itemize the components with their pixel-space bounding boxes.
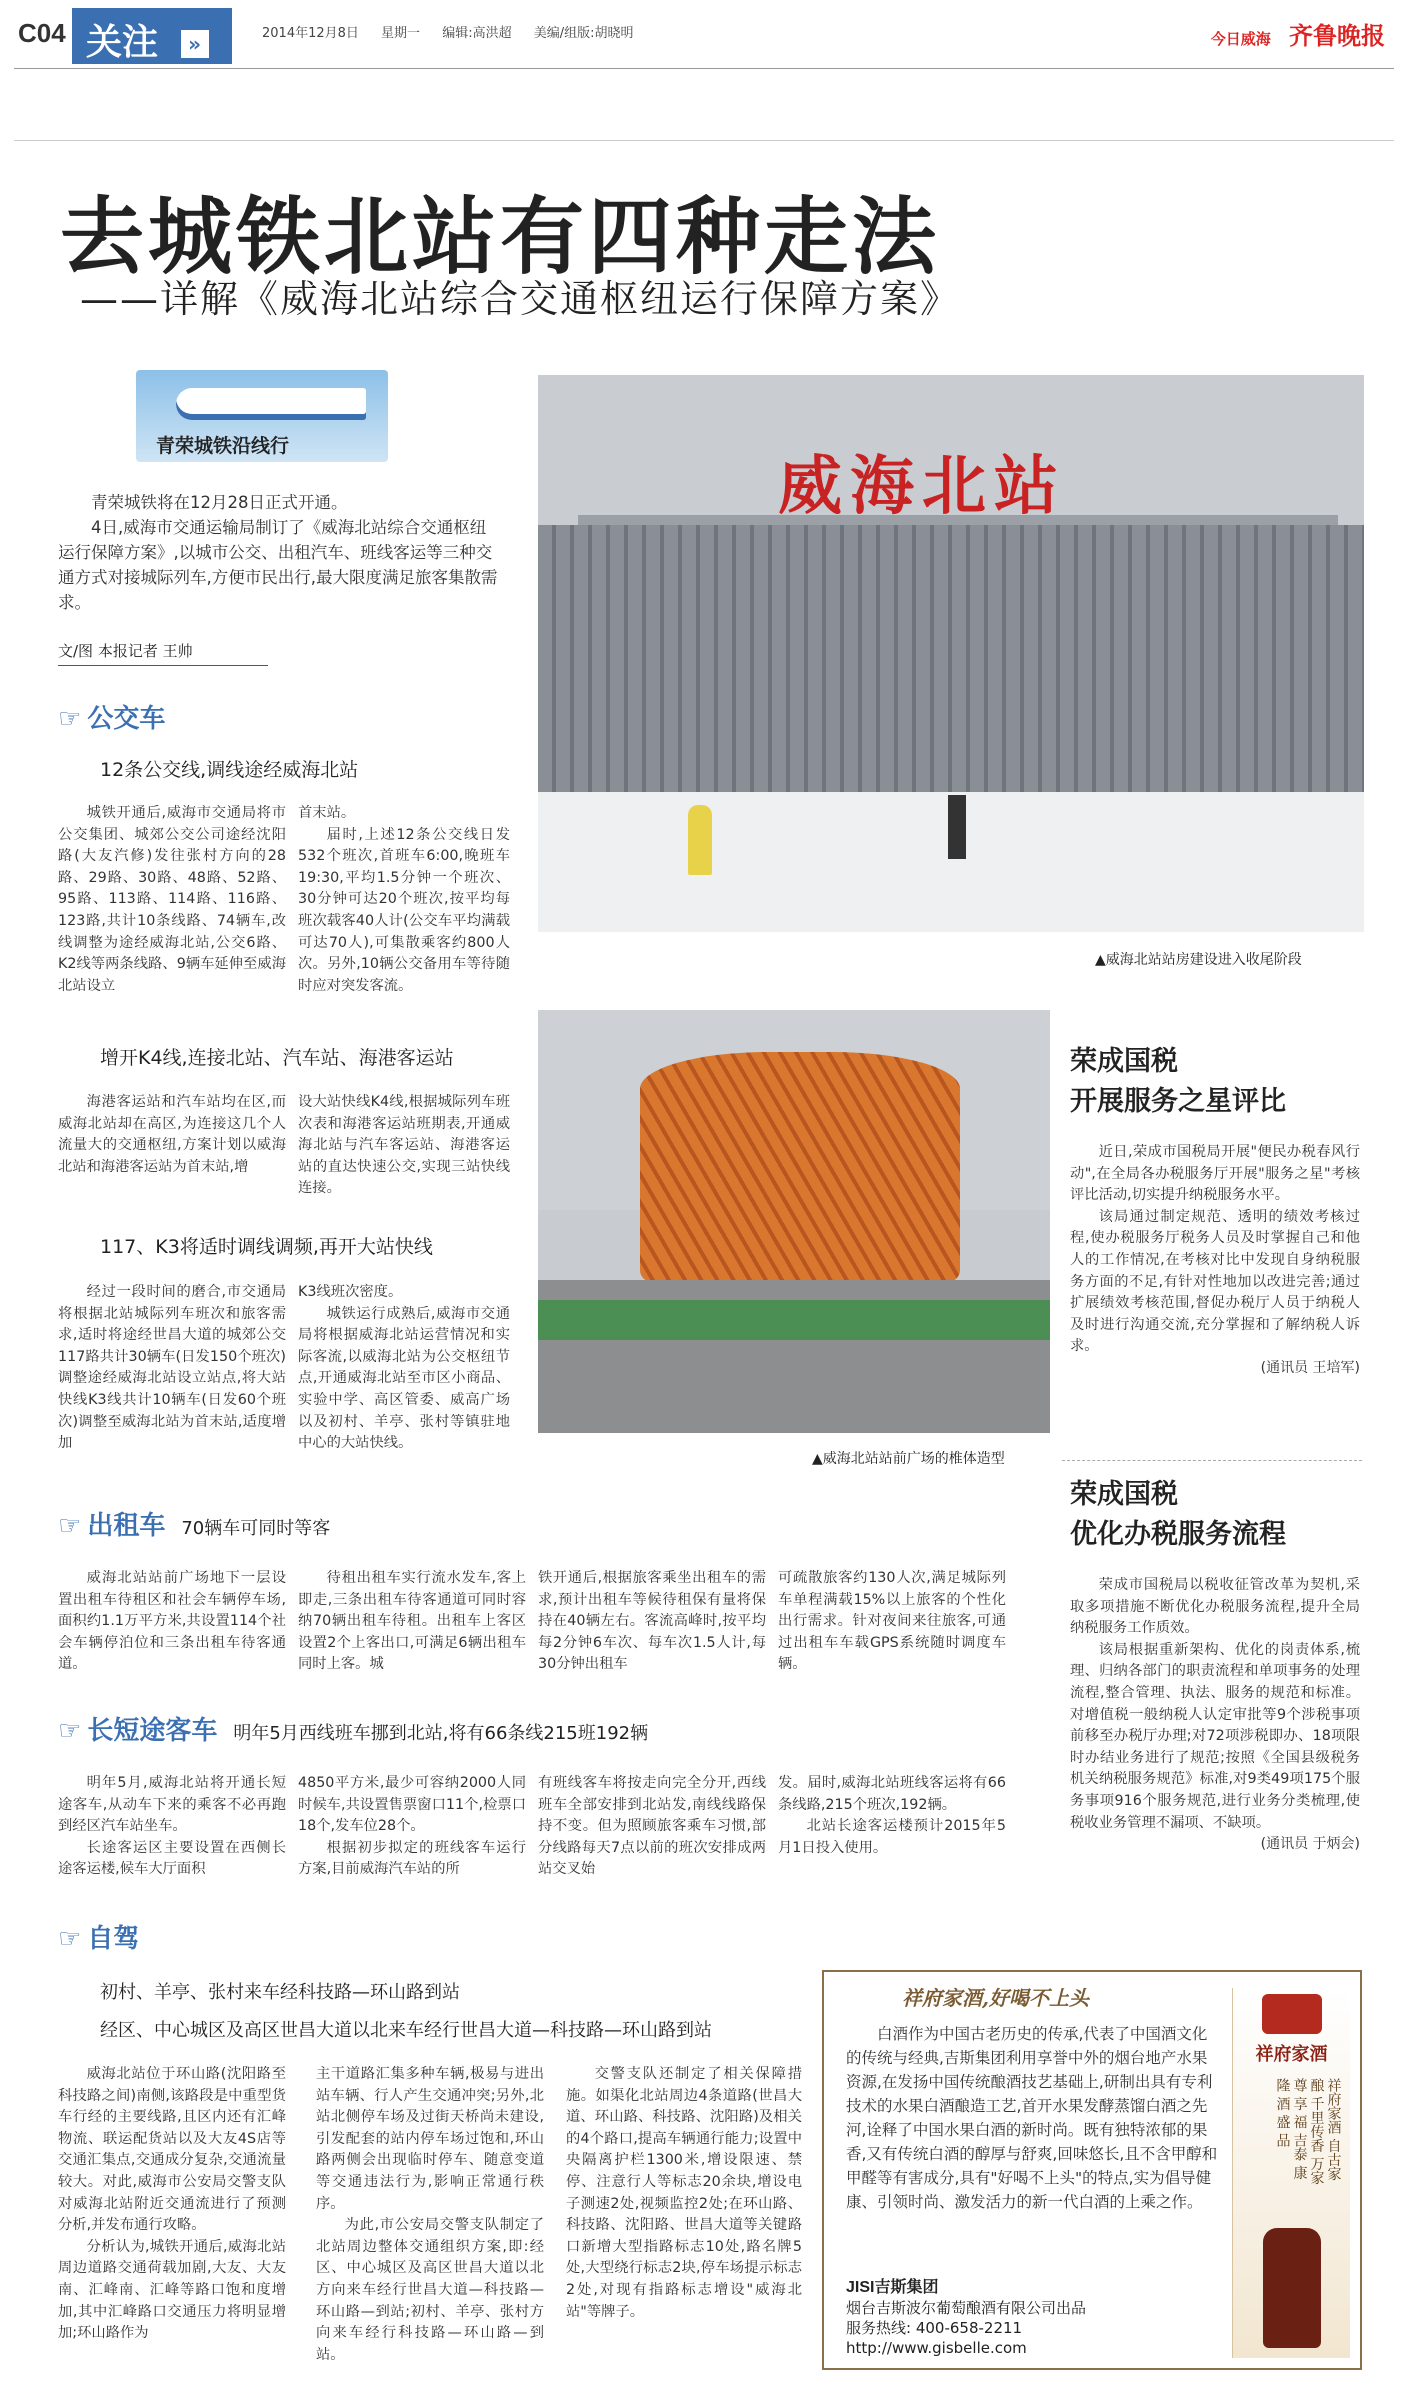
masthead: [0, 0, 1409, 70]
coach-text-4b: 北站长途客运楼预计2015年5月1日投入使用。: [778, 1818, 1006, 1856]
bottle-icon: [1263, 2228, 1321, 2348]
photo-caption-1: ▲威海北站站房建设进入收尾阶段: [1095, 952, 1302, 968]
section-bus: [58, 698, 165, 735]
ad-poem: 祥府家酒 自古家酿 千里传香 万家尊 享 福 吉泰 康 隆 酒 盛 品: [1274, 2078, 1342, 2185]
coach-col-1: [58, 1773, 286, 1881]
pointing-hand-icon: ☞: [58, 1924, 82, 1954]
bus-col-1: [58, 803, 286, 997]
sidebar-text-2: [1070, 1575, 1360, 1856]
edition-label: 今日威海: [1210, 30, 1271, 48]
station-photo: [538, 375, 1364, 932]
sidebar-para: 近日,荣成市国税局开展"便民办税春风行动",在全局各办税服务厅开展"服务之星"考核评比活动,切实提升纳税服务水平。: [1070, 1144, 1360, 1204]
paper-brand: [1211, 16, 1385, 51]
drive-text-1b: 分析认为,城铁开通后,威海北站周边道路交通荷载加剧,大友、大友南、汇峰南、汇峰等路口饱和度增加,其中汇峰路口交通压力将明显增加;环山路作为: [58, 2238, 286, 2342]
drive-col-3: [566, 2064, 802, 2323]
sidebar-byline-1: (通讯员 王培军): [1260, 1359, 1360, 1376]
sidebar-article-2: [1070, 1475, 1360, 1856]
masthead-rule: [14, 68, 1394, 69]
ad-website[interactable]: http://www.gisbelle.com: [846, 2339, 1027, 2357]
plaza-cone-photo: [538, 1010, 1050, 1433]
bus-text-2a: 海港客运站和汽车站均在区,而威海北站却在高区,为连接这几个人流量大的交通枢纽,方案计划以威海北站和海港客运站为首末站,增: [58, 1094, 286, 1175]
station-sign: 威海北站: [778, 449, 1066, 524]
coach-text-3: 有班线客车将按走向完全分开,西线班车全部安排到北站发,南线线路保持不变。但为照顾旅客乘车习惯,部分线路每天7点以前的班次安排成两站交叉始: [538, 1775, 766, 1878]
sidebar-divider: [1062, 1460, 1362, 1461]
ad-brand-name: 祥府家酒: [1255, 2044, 1328, 2065]
drive-text-3: 交警支队还制定了相关保障措施。如渠化北站周边4条道路(世昌大道、环山路、科技路、沈阳路)及相关的4个路口,提高车辆通行能力;设置中央隔离护栏1300米,增设限速、禁停、注意行人等标志20余块,增设电子测速2处,视频监控2处;在环山路、科技路、沈阳路、世昌大道等关键路口新增大型指路标志10处,路名牌5处,大型绕行标志2块,停车场提示标志2处,对现有指路标志增设"威海北站"等牌子。: [566, 2066, 802, 2320]
section-drive: [58, 1918, 139, 1955]
lead-line-2: 4日,威海市交通运输局制订了《威海北站综合交通枢纽运行保障方案》,以城市公交、出租汽车、班线客运等三种交通方式对接城际列车,方便市民出行,最大限度满足旅客集散需求。: [58, 518, 498, 612]
bus-text-2b: 设大站快线K4线,根据城际列车班次表和海港客运站班期表,开通威海北站与汽车客运站、海港客运站的直达快速公交,实现三站快线连接。: [298, 1094, 510, 1197]
sidebar-para: 荣成市国税局以税收征管改革为契机,采取多项措施不断优化办税服务流程,提升全局纳税服务工作质效。: [1070, 1577, 1360, 1637]
coach-note: 明年5月西线班车挪到北站,将有66条线215班192辆: [233, 1723, 649, 1744]
paper-logo: 齐鲁晚报: [1289, 21, 1385, 50]
ad-slogan: 祥府家酒,好喝不上头: [902, 1986, 1089, 2010]
bus-text-1a: 城铁开通后,威海市交通局将市公交集团、城郊公交公司途经沈阳路(大友汽修)发往张村方向的28路、29路、30路、48路、52路、95路、113路、114路、116路、123路,共计10条线路、74辆车,改线调整为途经威海北站,公交6路、K2线等两条线路、9辆车延伸至威海北站设立: [58, 805, 286, 994]
brand-seal-icon: [1262, 1994, 1322, 2034]
drive-col-2: [316, 2064, 544, 2366]
route-map-image: [136, 370, 388, 462]
coach-col-4: [778, 1773, 1006, 1859]
divider: [14, 140, 1394, 141]
drive-subhead-2: 经区、中心城区及高区世昌大道以北来车经行世昌大道—科技路—环山路到站: [100, 2020, 712, 2041]
bus-text-1b: 首末站。: [298, 805, 356, 821]
page-number: C04: [18, 18, 66, 48]
photo-caption-2: ▲威海北站站前广场的椎体造型: [812, 1451, 1005, 1467]
designer: 美编/组版:胡晓明: [533, 26, 634, 41]
liquor-advertisement: [822, 1970, 1362, 2370]
drive-text-2b: 为此,市公安局交警支队制定了北站周边整体交通组织方案,即:经区、中心城区及高区世昌大道以北方向来车经行世昌大道—科技路—环山路—到站;初村、羊亭、张村方向来车经行科技路—环山路—到站。: [316, 2217, 544, 2363]
bus-subhead-2: 增开K4线,连接北站、汽车站、海港客运站: [100, 1047, 454, 1069]
taxi-text-2: 待租出租车实行流水发车,客上即走,三条出租车待客通道可同时容纳70辆出租车待租。出租车上客区设置2个上客出口,可满足6辆出租车同时上客。城: [298, 1570, 526, 1673]
coach-text-2b: 根据初步拟定的班线客车运行方案,目前威海汽车站的所: [298, 1839, 526, 1878]
bus-col-6: [298, 1282, 510, 1455]
bus-text-1c: 届时,上述12条公交线日发532个班次,首班车6:00,晚班车19:30,平均1.5分钟一个班次、30分钟可达20个班次,按平均每班次载客40人计(公交车平均满载可达70人),可集散乘客约800人次。另外,10辆公交备用车等待随时应对突发客流。: [298, 826, 510, 994]
drive-subhead-1: 初村、羊亭、张村来车经科技路—环山路到站: [100, 1982, 460, 2003]
issue-date: 2014年12月8日: [262, 26, 359, 41]
construction-fence: [538, 1300, 1050, 1340]
pedestrian-figure: [688, 805, 712, 875]
taxi-col-4: [778, 1568, 1006, 1676]
sidebar-title-2: 荣成国税 优化办税服务流程: [1070, 1479, 1286, 1550]
bus-subhead-1: 12条公交线,调线途经威海北站: [100, 759, 359, 781]
taxi-text-1: 威海北站站前广场地下一层设置出租车待租区和社会车辆停车场,面积约1.1万平方米,共设置114个社会车辆停泊位和三条出租车待客通道。: [58, 1570, 286, 1673]
taxi-col-1: [58, 1568, 286, 1676]
drive-text-1: 威海北站位于环山路(沈阳路至科技路之间)南侧,该路段是中重型货车行经的主要线路,且区内还有汇峰物流、联运配货站以及大友4S店等交通汇集点,交通成分复杂,交通流量较大。对此,威海市公安局交警支队对威海北站附近交通流进行了预测分析,并发布通行攻略。: [58, 2066, 286, 2234]
editor: 编辑:高洪超: [442, 26, 512, 41]
coach-col-3: [538, 1773, 766, 1881]
section-coach-title: 长短途客车: [87, 1716, 218, 1746]
bus-col-3: [58, 1092, 286, 1178]
subheadline: ——详解《威海北站综合交通枢纽运行保障方案》: [80, 277, 961, 321]
coach-text-2: 4850平方米,最少可容纳2000人同时候车,共设置售票窗口11个,检票口18个,发车位28个。: [298, 1775, 526, 1835]
chevron-right-icon: »: [181, 30, 209, 58]
headline: 去城铁北站有四种走法: [60, 188, 941, 286]
bus-col-4: [298, 1092, 510, 1200]
section-taxi-title: 出租车: [87, 1511, 166, 1541]
section-label: 关注: [86, 22, 159, 63]
bus-text-3b: K3线班次密度。: [298, 1284, 403, 1300]
taxi-note: 70辆车可同时等客: [181, 1518, 331, 1539]
train-icon: [176, 388, 366, 420]
issue-weekday: 星期一: [381, 26, 421, 41]
bus-text-3c: 城铁运行成熟后,威海市交通局将根据威海北站运营情况和实际客流,以威海北站为公交枢纽节点,开通威海北站至市区小商品、实验中学、高区管委、威高广场以及初村、羊亭、张村等镇驻地中心的大站快线。: [298, 1305, 510, 1452]
lead-paragraph: [58, 490, 498, 615]
ad-company-name: 烟台吉斯波尔葡萄酿酒有限公司出品: [846, 2299, 1087, 2317]
coach-text-1: 明年5月,威海北站将开通长短途客车,从动车下来的乘客不必再跑到经区汽车站坐车。: [58, 1775, 286, 1835]
taxi-text-4: 可疏散旅客约130人次,满足城际列车单程满载15%以上旅客的个性化出行需求。针对夜间来往旅客,可通过出租车车载GPS系统随时调度车辆。: [778, 1570, 1006, 1673]
section-taxi: [58, 1505, 330, 1542]
drive-col-1: [58, 2064, 286, 2345]
bus-col-2: [298, 803, 510, 997]
ad-brand-panel: [1232, 1988, 1350, 2358]
bus-text-3a: 经过一段时间的磨合,市交通局将根据北站城际列车班次和旅客需求,适时将途经世昌大道的城郊公交117路共计30辆车(日发150个班次)调整途经威海北站设立站点,将大站快线K3线共计10辆车(日发60个班次)调整至威海北站为首末站,适度增加: [58, 1284, 286, 1452]
coach-text-4: 发。届时,威海北站班线客运将有66条线路,215个班次,192辆。: [778, 1775, 1006, 1813]
sidebar-text-1: [1070, 1142, 1360, 1380]
photo-scaffolding: [538, 525, 1364, 795]
sidebar-para: 该局根据重新架构、优化的岗责体系,梳理、归纳各部门的职责流程和单项事务的处理流程,整合管理、执法、服务的规范和标准。对增值税一般纳税人认定审批等9个涉税事项前移至办税厅办理;对72项涉税即办、18项限时办结业务进行了规范;按照《全国县级税务机关纳税服务规范》标准,对9类49项175个服务事项916个服务规范,进行业务分类梳理,使税收业务管理不漏项、不缺项。: [1070, 1641, 1360, 1831]
sidebar-title-1: 荣成国税 开展服务之星评比: [1070, 1046, 1286, 1117]
bus-subhead-3: 117、K3将适时调线调频,再开大站快线: [100, 1236, 433, 1258]
cone-structure: [640, 1052, 960, 1282]
pointing-hand-icon: ☞: [58, 1511, 82, 1541]
coach-text-1b: 长途客运区主要设置在西侧长途客运楼,候车大厅面积: [58, 1839, 286, 1878]
sidebar-para: 该局通过制定规范、透明的绩效考核过程,使办税服务厅税务人员及时掌握自己和他人的工作情况,在考核对比中发现自身纳税服务方面的不足,有针对性地加以改进完善;通过扩展绩效考核范围,督促办税厅人员于纳税人及时进行沟通交流,充分掌握和了解纳税人诉求。: [1070, 1208, 1360, 1355]
taxi-col-3: [538, 1568, 766, 1676]
bus-col-5: [58, 1282, 286, 1455]
drive-text-2: 主干道路汇集多种车辆,极易与进出站车辆、行人产生交通冲突;另外,北站北侧停车场及过街天桥尚未建设,引发配套的站内停车场过饱和,环山路两侧会出现临时停车、随意变道等交通违法行为,影响正常通行秩序。: [316, 2066, 544, 2212]
ad-company: [846, 2298, 1086, 2358]
section-tag: [72, 8, 232, 64]
coach-col-2: [298, 1773, 526, 1881]
ad-body: 白酒作为中国古老历史的传承,代表了中国酒文化的传统与经典,吉斯集团利用享誉中外的烟台地产水果资源,在发扬中国传统酿酒技艺基础上,研制出具有专利技术的水果白酒酿造工艺,首开水果发酵蒸馏白酒之先河,诠释了中国水果白酒的新时尚。既有独特浓郁的果香,又有传统白酒的醇厚与舒爽,回味悠长,且不含甲醇和甲醛等有害成分,具有"好喝不上头"的特点,实为倡导健康、引领时尚、激发活力的新一代白酒的上乘之作。: [846, 2025, 1218, 2211]
taxi-col-2: [298, 1568, 526, 1676]
sidebar-article-1: [1070, 1042, 1360, 1380]
section-drive-title: 自驾: [87, 1924, 140, 1954]
map-caption: 青荣城铁沿线行: [156, 435, 290, 457]
issue-meta: [262, 22, 652, 41]
pointing-hand-icon: ☞: [58, 1716, 82, 1746]
sidebar-byline-2: (通讯员 于炳会): [1260, 1836, 1360, 1853]
pedestrian-figure: [948, 795, 966, 859]
pointing-hand-icon: ☞: [58, 704, 82, 734]
byline: 文/图 本报记者 王帅: [58, 640, 268, 666]
section-coach: [58, 1710, 648, 1747]
lead-line-1: 青荣城铁将在12月28日正式开通。: [91, 493, 348, 512]
ad-group-logo: JISI吉斯集团: [846, 2279, 939, 2296]
ad-phone: 服务热线: 400-658-2211: [846, 2319, 1023, 2337]
taxi-text-3: 铁开通后,根据旅客乘坐出租车的需求,预计出租车等候待租保有量将保持在40辆左右。客流高峰时,按平均每2分钟6车次、每车次1.5人计,每30分钟出租车: [538, 1570, 766, 1673]
section-bus-title: 公交车: [87, 704, 166, 734]
